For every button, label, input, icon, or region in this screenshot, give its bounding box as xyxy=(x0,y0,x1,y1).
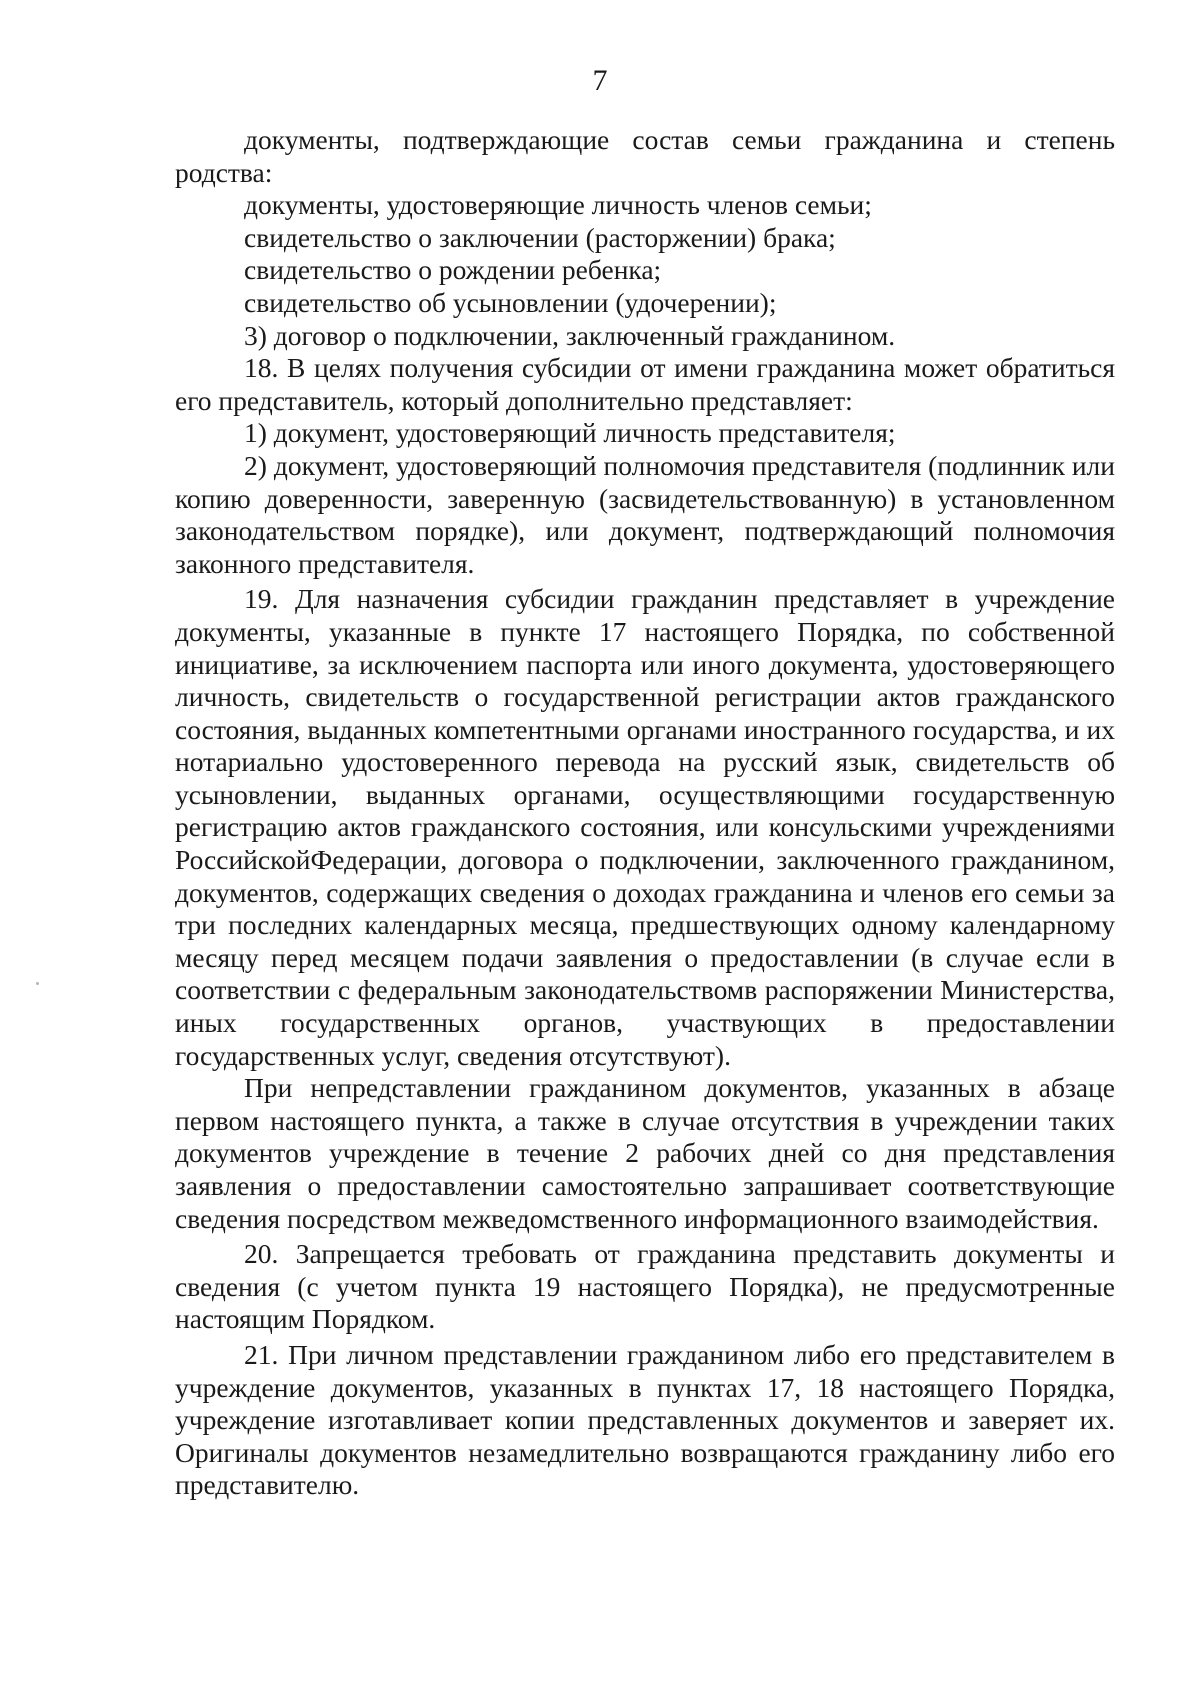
paragraph-21: 21. При личном представлении гражданином либо его представителем в учреждение документов, указанных в пунктах 17, 18 настоящего Порядка, учреждение изготавливает копии представленных документов и заверяет их. Оригиналы документов незамедлительно возвращаются гражданину либо его представителю. xyxy=(175,1338,1115,1501)
paragraph-19: 19. Для назначения субсидии гражданин представляет в учреждение документы, указанные в пункте 17 настоящего Порядка, по собственной инициативе, за исключением паспорта или иного документа, удостоверяющего личность, свидетельств о государственной регистрации актов гражданского состояния, выданных компетентными органами иностранного государства, и их нотариально удостоверенного перевода на русский язык, свидетельств об усыновлении, выданных органами, осуществляющими государственную регистрацию актов гражданского состояния, или консульскими учреждениями РоссийскойФедерации, договора о подключении, заключенного гражданином, документов, содержащих сведения о доходах гражданина и членов его семьи за три последних календарных месяца, предшествующих одному календарному месяцу перед месяцем подачи заявления о предоставлении (в случае если в соответствии с федеральным законодательствомв распоряжении Министерства, иных государственных органов, участвующих в предоставлении государственных услуг, сведения отсутствуют). xyxy=(175,583,1115,1071)
paragraph-marriage-certificate: свидетельство о заключении (расторжении) брака; xyxy=(244,221,836,253)
page-number: 7 xyxy=(592,64,608,97)
document-body xyxy=(175,124,1115,1502)
paragraph-family-documents: документы, подтверждающие состав семьи гражданина и степень родства: xyxy=(175,124,1115,188)
paragraph-birth-certificate: свидетельство о рождении ребенка; xyxy=(244,254,662,286)
paragraph-20: 20. Запрещается требовать от гражданина представить документы и сведения (с учетом пункта 19 настоящего Порядка), не предусмотренные настоящим Порядком. xyxy=(175,1238,1115,1335)
paragraph-18-item-1: 1) документ, удостоверяющий личность представителя; xyxy=(244,417,896,449)
paragraph-identity-documents: документы, удостоверяющие личность членов семьи; xyxy=(244,189,872,221)
scan-speck xyxy=(36,982,39,985)
paragraph-18-item-2: 2) документ, удостоверяющий полномочия представителя (подлинник или копию доверенности, заверенную (засвидетельствованную) в установленном законодательством порядке), или документ, подтверждающий полномочия законного представителя. xyxy=(175,449,1115,579)
paragraph-adoption-certificate: свидетельство об усыновлении (удочерении); xyxy=(244,286,777,318)
paragraph-19-nonsubmission: При непредставлении гражданином документов, указанных в абзаце первом настоящего пункта, а также в случае отсутствия в учреждении таких документов учреждение в течение 2 рабочих дней со дня представления заявления о предоставлении самостоятельно запрашивает соответствующие сведения посредством межведомственного информационного взаимодействия. xyxy=(175,1072,1115,1234)
paragraph-connection-contract: 3) договор о подключении, заключенный гражданином. xyxy=(244,319,896,351)
paragraph-18: 18. В целях получения субсидии от имени гражданина может обратиться его представитель, который дополнительно представляет: xyxy=(175,352,1115,416)
